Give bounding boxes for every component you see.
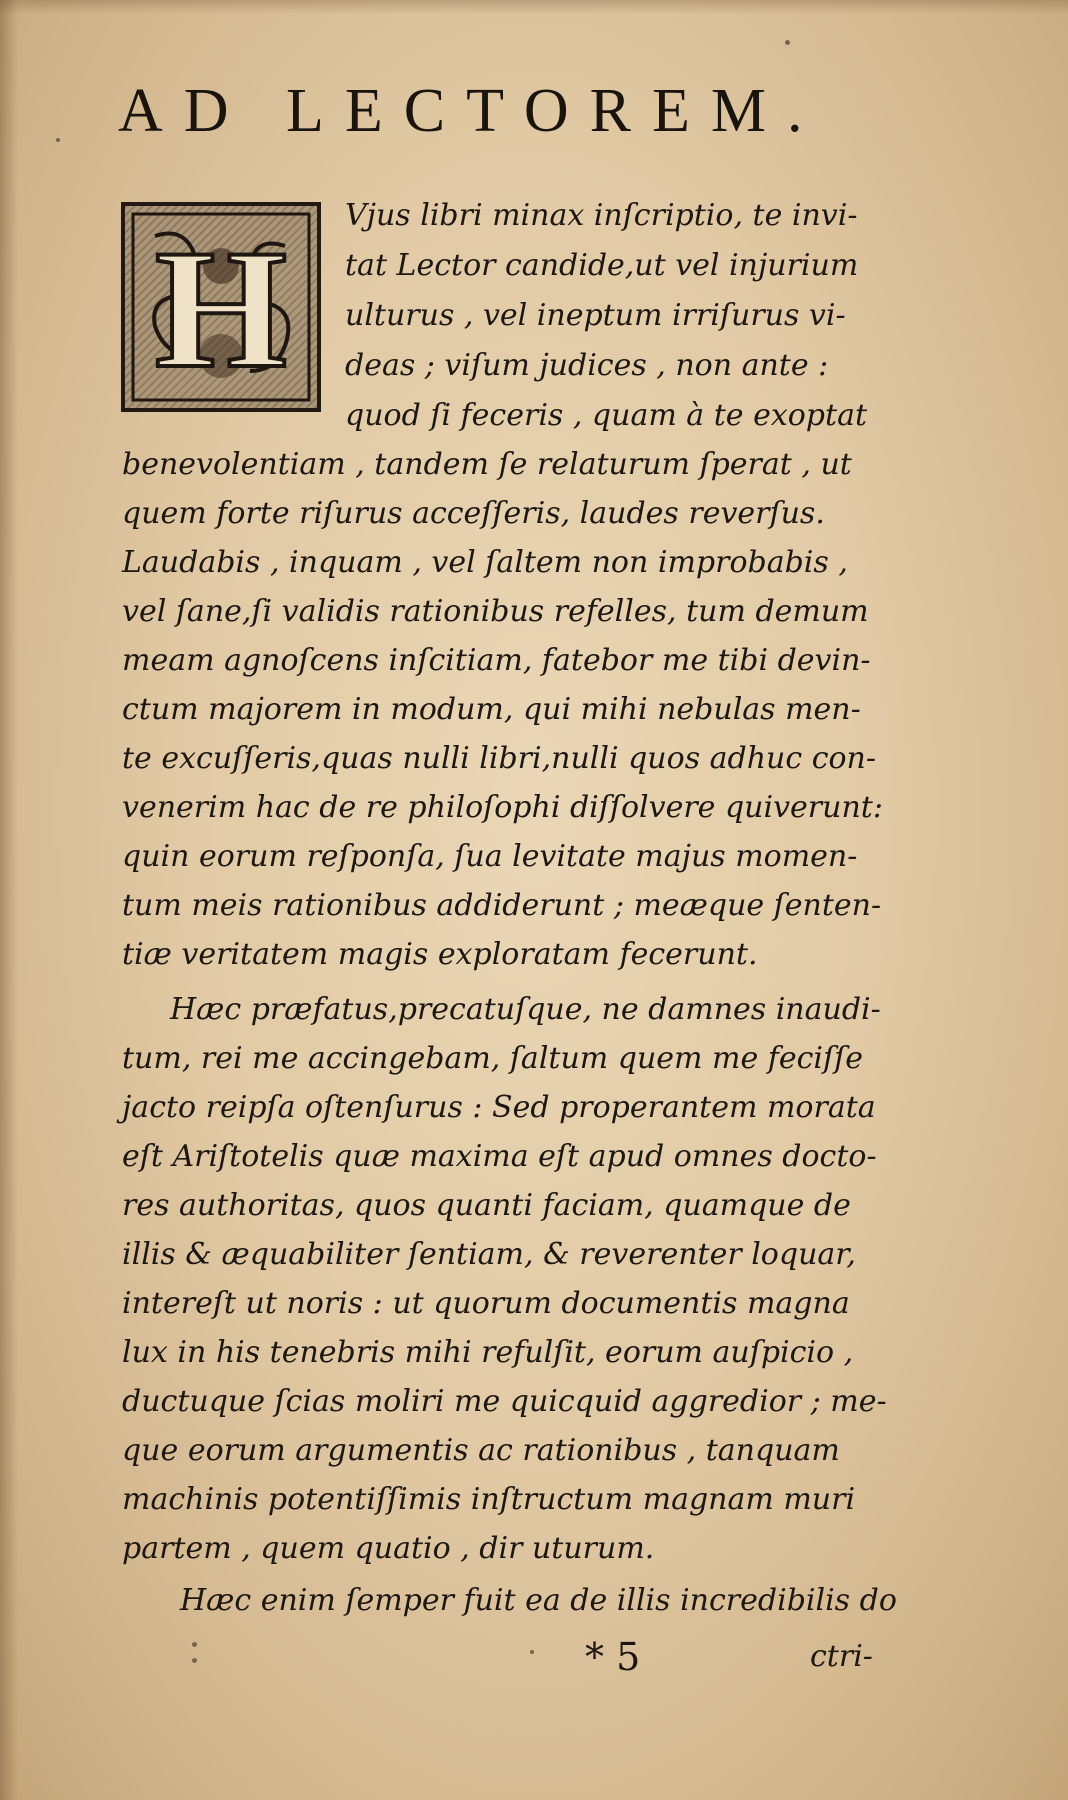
- text-line: lux in his tenebris mihi refulſit, eorum auſpicio ,: [122, 1335, 854, 1370]
- text-line: jacto reipſa oſtenſurus : Sed properantem morata: [122, 1090, 876, 1125]
- print-speck: [530, 1650, 534, 1654]
- text-line: eſt Ariſtotelis quæ maxima eſt apud omnes docto-: [122, 1139, 877, 1174]
- text-line: quin eorum reſponſa, ſua levitate majus momen-: [122, 839, 858, 874]
- text-line: Hæc enim ſemper fuit ea de illis incredibilis do: [180, 1583, 897, 1618]
- text-line: te excuſſeris,quas nulli libri,nulli quos adhuc con-: [122, 741, 877, 776]
- text-line: ulturus , vel ineptum irriſurus vi-: [345, 298, 846, 333]
- text-line: Hæc præfatus,precatuſque, ne damnes inaudi-: [170, 992, 881, 1027]
- initial-letter: H: [154, 215, 288, 403]
- page-heading: AD LECTOREM.: [118, 77, 824, 145]
- text-line: ductuque ſcias moliri me quicquid aggredior ; me-: [122, 1384, 887, 1419]
- text-line: tum, rei me accingebam, ſaltum quem me feciſſe: [122, 1041, 863, 1076]
- text-line: venerim hac de re philoſophi diſſolvere quiverunt:: [122, 790, 883, 825]
- text-line: tiæ veritatem magis exploratam fecerunt.: [122, 937, 758, 972]
- text-line: partem , quem quatio , dir uturum.: [122, 1531, 655, 1566]
- print-speck: [785, 40, 790, 45]
- text-line: Laudabis , inquam , vel ſaltem non improbabis ,: [122, 545, 848, 580]
- text-line: meam agnoſcens inſcitiam, fatebor me tibi devin-: [122, 643, 871, 678]
- print-speck: [56, 138, 60, 142]
- text-line: deas ; viſum judices , non ante :: [345, 348, 829, 383]
- text-line: tat Lector candide,ut vel injurium: [345, 248, 859, 283]
- text-line: Vjus libri minax inſcriptio, te invi-: [345, 198, 858, 233]
- print-speck: [192, 1658, 197, 1663]
- text-line: illis & æquabiliter ſentiam, & reverenter loquar,: [122, 1237, 856, 1272]
- text-line: tum meis rationibus addiderunt ; meæque ſenten-: [122, 888, 882, 923]
- text-line: benevolentiam , tandem ſe relaturum ſperat , ut: [122, 447, 852, 482]
- text-line: res authoritas, quos quanti faciam, quamque de: [122, 1188, 851, 1223]
- text-line: intereſt ut noris : ut quorum documentis magna: [122, 1286, 850, 1321]
- catchword: ctri-: [810, 1639, 873, 1674]
- text-line: ctum majorem in modum, qui mihi nebulas men-: [122, 692, 861, 727]
- print-speck: [192, 1642, 197, 1647]
- signature-mark: * 5: [585, 1635, 641, 1679]
- text-line: que eorum argumentis ac rationibus , tanquam: [122, 1433, 840, 1468]
- text-line: machinis potentiſſimis inſtructum magnam muri: [122, 1482, 856, 1517]
- text-line: vel ſane,ſi validis rationibus refelles, tum demum: [122, 594, 869, 629]
- text-line: quod ſi feceris , quam à te exoptat: [345, 398, 868, 433]
- text-line: quem forte riſurus acceſſeris, laudes reverſus.: [122, 496, 825, 531]
